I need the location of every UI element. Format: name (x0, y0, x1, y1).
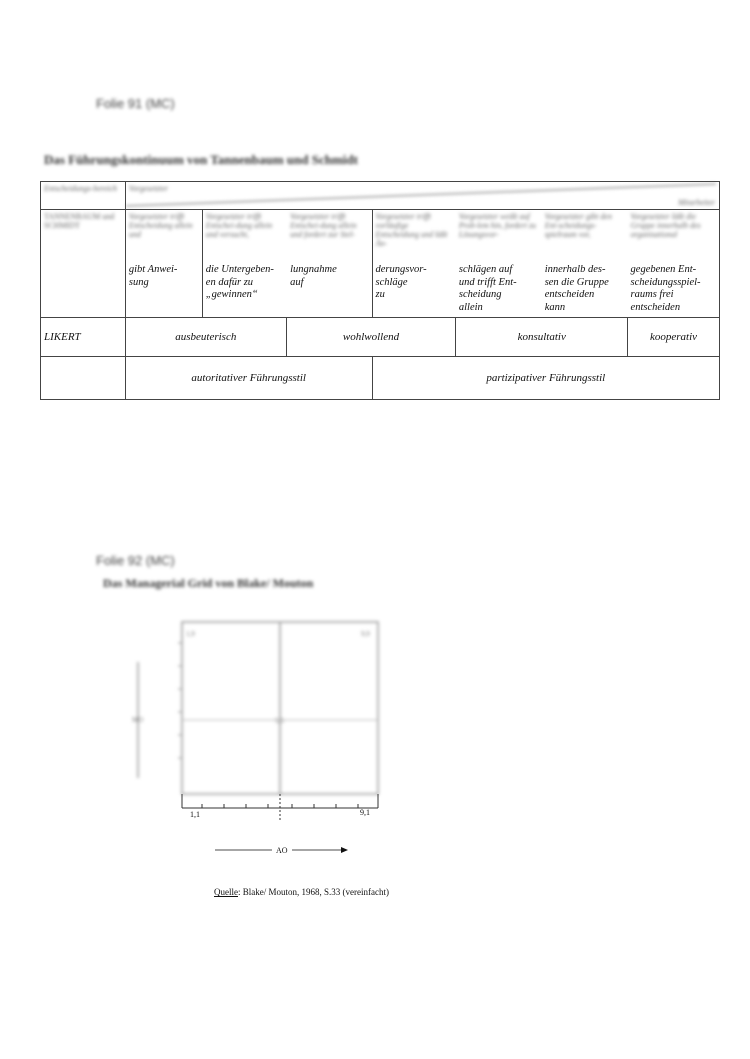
col-6: Vorgesetzter gibt den Ent-scheidungs-spielraum vor, innerhalb des- sen die Gruppe entscheiden kann (542, 210, 628, 318)
partizipativ-cell: partizipativer Führungsstil (372, 357, 720, 400)
autoritativ-cell: autoritativer Führungsstil (125, 357, 372, 400)
likert-konsultativ: konsultativ (456, 318, 628, 357)
col-2: Vorgesetzter trifft Entschei-dung allein und versucht, die Untergeben- en dafür zu „gewinnen“ (205, 212, 274, 300)
folie-91-title: Das Führungskontinuum von Tannenbaum und Schmidt (44, 152, 358, 167)
vorgesetzter-mitarbeiter-header (125, 182, 719, 210)
source-note (214, 887, 389, 897)
folie-92-title: Das Managerial Grid von Blake/ Mouton (103, 576, 314, 590)
folie-91-label: Folie 91 (MC) (96, 96, 175, 111)
grid-corner-bl: 1,1 (190, 810, 200, 819)
tannenbaum-label: TANNENBAUM und SCHMIDT (41, 210, 126, 318)
x-axis-arrow-icon (341, 847, 348, 853)
source-label: Quelle (214, 887, 238, 897)
entscheidungsbereich-label: Entscheidungs-bereich (41, 182, 126, 210)
grid-upper (132, 622, 378, 794)
grid-center: 5,5 (275, 717, 284, 725)
grid-lower (182, 794, 378, 855)
mitarbeiter-label: Mitarbeiter (678, 198, 715, 207)
x-axis-label: AO (276, 846, 288, 855)
continuum-wedge (126, 182, 720, 209)
grid-corner-tr: 9,9 (361, 630, 370, 638)
likert-row (41, 318, 720, 357)
folie-92-label: Folie 92 (MC) (96, 553, 175, 568)
managerial-grid (120, 610, 400, 860)
likert-ausbeuterisch: ausbeuterisch (125, 318, 286, 357)
fuehrungskontinuum-table (40, 181, 720, 400)
grid-corner-tl: 1,9 (186, 630, 195, 638)
tannenbaum-row (41, 210, 720, 318)
col-7: Vorgesetzter läßt die Gruppe innerhalb des organisational gegebenen Ent- scheidungsspiel- raums frei entscheiden (628, 210, 720, 318)
likert-kooperativ: kooperativ (628, 318, 720, 357)
y-axis-label: MO (132, 716, 144, 724)
source-text: : Blake/ Mouton, 1968, S.33 (vereinfacht) (238, 887, 389, 897)
vorgesetzter-label: Vorgesetzter (128, 184, 169, 193)
fuehrungsstil-row (41, 357, 720, 400)
empty-cell (41, 357, 126, 400)
col-1: Vorgesetzter trifft Entscheidung allein und gibt Anwei- sung (125, 210, 202, 318)
col-3: Vorgesetzter trifft Entschei-dung allein und fordert zur Stel- lungnahme auf (290, 212, 357, 288)
likert-label: LIKERT (41, 318, 126, 357)
header-row (41, 182, 720, 210)
col-4: Vorgesetzter trifft vorläufige Entscheidung und läßt Än- derungsvor- schläge zu (372, 210, 456, 318)
col-2-3 (202, 210, 372, 318)
grid-corner-br: 9,1 (360, 808, 370, 817)
likert-wohlwollend: wohlwollend (286, 318, 456, 357)
col-5: Vorgesetzter weißt auf Prob-lem hin, fordert zu Lösungsvor- schlägen auf und trifft Ent- scheidung allein (456, 210, 542, 318)
